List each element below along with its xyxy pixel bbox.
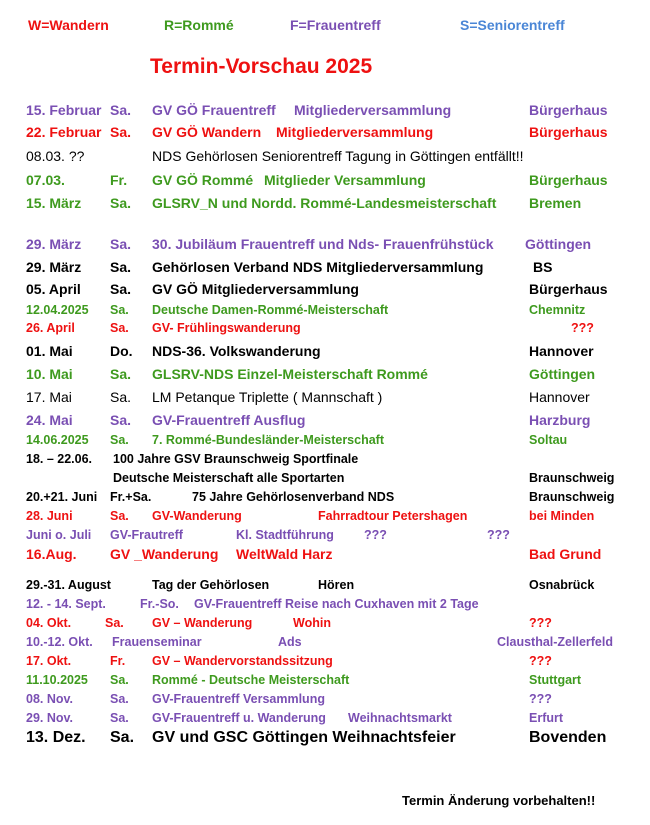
event-location: Harzburg [529,412,591,428]
event-title: 100 Jahre GSV Braunschweig Sportfinale [113,452,359,466]
event-weekday: Fr.+Sa. [110,490,152,504]
event-detail: Mitglieder Versammlung [264,172,426,188]
legend-seniorentreff: S=Seniorentreff [460,17,565,33]
event-detail: WeltWald Harz [236,546,333,562]
event-location: ??? [529,616,552,630]
event-date: 20.+21. Juni [26,490,98,504]
event-location: Stuttgart [529,673,582,687]
event-date: 26. April [26,321,75,335]
event-title: GV-Frautreff [110,528,183,542]
event-title: Tag der Gehörlosen [152,578,270,592]
event-title: GV – Wandervorstandssitzung [152,654,333,668]
event-date: 16.Aug. [26,546,77,562]
event-location: Bürgerhaus [529,172,608,188]
event-date: 11.10.2025 [26,673,88,687]
page-title: Termin-Vorschau 2025 [150,55,373,78]
event-date: 17. Mai [26,389,72,405]
event-weekday: Fr. [110,654,126,668]
event-title: Gehörlosen Verband NDS Mitgliederversammlung [152,259,484,275]
event-title: GV und GSC Göttingen Weihnachtsfeier [152,729,456,746]
event-date: 12.04.2025 [26,303,89,317]
event-title: GV-Frauentreff Reise nach Cuxhaven mit 2 Tage [194,597,479,611]
event-weekday: Fr. [110,172,128,188]
event-date: Juni o. Juli [26,528,92,542]
event-location: Bovenden [529,729,607,746]
event-detail: Weihnachtsmarkt [348,711,452,725]
event-location: Osnabrück [529,578,595,592]
event-date: 14.06.2025 [26,433,89,447]
event-title: LM Petanque Triplette ( Mannschaft ) [152,389,383,405]
event-weekday: Sa. [110,673,129,687]
event-location: ??? [571,321,594,335]
event-title: GV GÖ Mitgliederversammlung [152,281,359,297]
event-location: Göttingen [529,366,596,382]
event-title: GV-Frauentreff Versammlung [152,692,325,706]
event-title: GV- Frühlingswanderung [152,321,301,335]
event-date: 10. Mai [26,366,73,382]
event-date: 12. - 14. Sept. [26,597,106,611]
event-location: ??? [529,692,552,706]
event-date: 05. April [26,281,81,297]
event-title: GV-Wanderung [152,509,242,523]
event-date: 17. Okt. [26,654,72,668]
event-location: Braunschweig [529,490,615,504]
legend-wandern: W=Wandern [28,17,109,33]
event-weekday: Sa. [110,729,135,746]
event-detail: Mitgliederversammlung [294,102,452,118]
event-title: GV-Frauentreff Ausflug [152,412,306,428]
event-weekday: Sa. [110,281,132,297]
event-date: 18. – 22.06. [26,452,93,466]
event-title: Deutsche Meisterschaft alle Sportarten [113,471,345,485]
event-date: 22. Februar [26,124,102,140]
event-title: Rommé - Deutsche Meisterschaft [152,673,350,687]
event-date: 15. März [26,195,82,211]
event-date: 08.03. ?? [26,148,85,164]
event-title: NDS Gehörlosen Seniorentreff Tagung in Göttingen entfällt!! [152,148,524,164]
legend-romme: R=Rommé [164,17,234,33]
event-date: 13. Dez. [26,729,86,746]
event-location: Bürgerhaus [529,102,608,118]
event-title: GV-Frauentreff u. Wanderung [152,711,326,725]
footer-note: Termin Änderung vorbehalten!! [402,793,596,808]
event-location: Soltau [529,433,568,447]
event-location: Bürgerhaus [529,281,608,297]
event-title: 75 Jahre Gehörlosenverband NDS [192,490,395,504]
event-detail: Mitgliederversammlung [276,124,434,140]
event-date: 29. Nov. [26,711,74,725]
event-location: Bad Grund [529,546,602,562]
event-location: Clausthal-Zellerfeld [497,635,613,649]
event-location: Chemnitz [529,303,586,317]
event-date: 10.-12. Okt. [26,635,93,649]
event-title: GV – Wanderung [152,616,253,630]
event-weekday: Sa. [110,366,132,382]
event-weekday: Sa. [110,102,132,118]
event-weekday: Sa. [110,711,129,725]
event-date: 29. März [26,236,82,252]
event-title: GLSRV_N und Nordd. Rommé-Landesmeisterschaft [152,195,497,211]
event-date: 29. März [26,259,82,275]
event-location: Hannover [529,389,590,405]
event-title: Frauenseminar [112,635,202,649]
event-location: Braunschweig [529,471,615,485]
event-weekday: Sa. [110,236,132,252]
event-location: Bremen [529,195,582,211]
event-date: 07.03. [26,172,65,188]
event-weekday: Sa. [110,509,129,523]
event-detail: Hören [318,578,355,592]
event-date: 01. Mai [26,343,73,359]
event-detail: Fahrradtour Petershagen [318,509,468,523]
event-title: 30. Jubiläum Frauentreff und Nds- Frauenfrühstück [152,236,494,252]
event-weekday: Sa. [110,124,132,140]
legend-frauentreff: F=Frauentreff [290,17,381,33]
event-location: ??? [487,528,510,542]
event-weekday: Sa. [110,412,132,428]
event-weekday: Sa. [110,433,129,447]
event-title: GV _Wanderung [110,546,219,562]
event-weekday: Sa. [110,389,132,405]
event-detail: Wohin [293,616,331,630]
event-title: GV GÖ Rommé [152,172,254,188]
event-weekday: Sa. [110,321,129,335]
event-location: Bürgerhaus [529,124,608,140]
event-date: 29.-31. August [26,578,111,592]
event-location: Hannover [529,343,594,359]
event-weekday: Sa. [105,616,124,630]
event-date: 24. Mai [26,412,73,428]
event-date: 28. Juni [26,509,73,523]
event-weekday: Sa. [110,195,132,211]
event-title: GV GÖ Frauentreff [152,102,276,118]
event-location: Göttingen [525,236,592,252]
event-date: 15. Februar [26,102,102,118]
event-detail: Ads [278,635,302,649]
event-title: GV GÖ Wandern [152,124,262,140]
event-note: ??? [364,528,387,542]
event-location: Erfurt [529,711,564,725]
event-weekday: Sa. [110,303,129,317]
event-title: Deutsche Damen-Rommé-Meisterschaft [152,303,389,317]
event-weekday: Do. [110,343,133,359]
event-weekday: Sa. [110,259,132,275]
event-date: 04. Okt. [26,616,72,630]
event-weekday: Fr.-So. [140,597,179,611]
event-location: BS [533,259,553,275]
event-weekday: Sa. [110,692,129,706]
event-title: 7. Rommé-Bundesländer-Meisterschaft [152,433,385,447]
event-location: ??? [529,654,552,668]
event-title: NDS-36. Volkswanderung [152,343,321,359]
event-detail: Kl. Stadtführung [236,528,334,542]
event-location: bei Minden [529,509,595,523]
event-date: 08. Nov. [26,692,74,706]
event-title: GLSRV-NDS Einzel-Meisterschaft Rommé [152,366,428,382]
